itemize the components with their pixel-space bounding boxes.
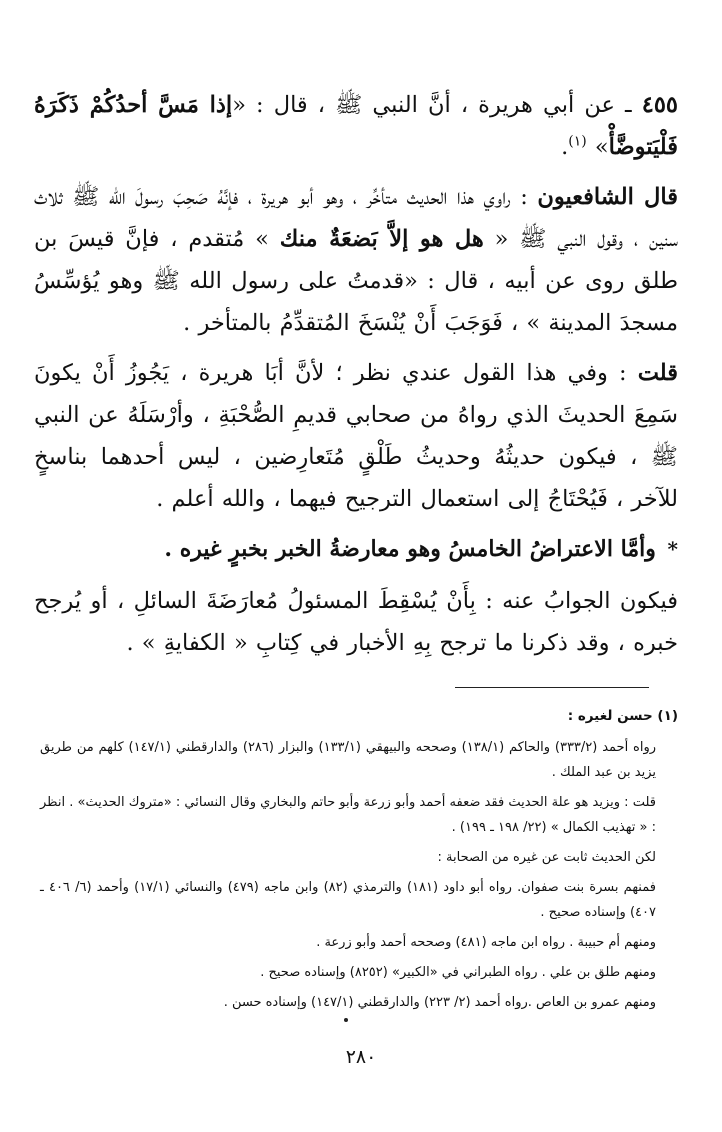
footnote-line: فمنهم بسرة بنت صفوان. رواه أبو داود (١٨١) والترمذي (٨٢) وابن ماجه (٤٧٩) والنسائي (١٧/١) وأحمد (٦/ ٤٠٦ ـ ٤٠٧) وإسناده صحيح . [40,880,656,920]
shafii-text-2: » مُتقدم ، فإنَّ قيسَ بن طلق روى عن أبيه ، قال : «قدمتُ على رسول الله ﷺ وهو يُؤسِّسُ مسجدَ المدينة » ، فَوَجَبَ أَنْ يُنْسَخَ المُتقدِّمُ بالمتأخر . [34,226,678,336]
footnote-line: قلت : ويزيد هو علة الحديث فقد ضعفه أحمد وأبو زرعة وأبو حاتم والبخاري وقال النسائي : «متروك الحديث» . انظر : « تهذيب الكمال » (٢٢/ ١٩٨ ـ ١٩٩) . [40,795,656,835]
section-heading [34,528,678,570]
hadith-close: » [594,134,609,160]
footnote-line: ومنهم عمرو بن العاص .رواه أحمد (٢/ ٢٢٣) والدارقطني (١٤٧/١) وإسناده حسن . [223,995,656,1010]
hadith-end: . [561,134,569,160]
star-icon: * [667,537,678,561]
shafii-quote: هل هو إلاَّ بَضعَةٌ منك [279,226,484,252]
hadith-number: ٤٥٥ [641,92,678,118]
answer-paragraph [34,580,678,664]
qultu-text: : وفي هذا القول عندي نظر ؛ لأنَّ أبَا هريرة ، يَجُوزُ أَنْ يكونَ سَمِعَ الحديثَ الذي رواهُ من صحابي قديمِ الصُّحْبَةِ ، وأرْسَلَهُ عن النبي ﷺ ، فيكون حديثُهُ وحديثُ طَلْقٍ مُتَعارِضين ، ليس أحدهما بناسخٍ للآخر ، فَيُحْتَاجُ إلى استعمال الترجيح فيهما ، والله أعلم . [34,360,678,512]
dot-mark [344,1018,348,1022]
footnote-line: لكن الحديث ثابت عن غيره من الصحابة : [437,850,656,865]
footnote-line: ومنهم طلق بن علي . رواه الطبراني في «الكبير» (٨٢٥٢) وإسناده صحيح . [260,965,656,980]
shafii-paragraph [34,176,678,344]
footnote-title: (١) حسن لغيره : [567,708,678,724]
page-number: ٢٨٠ [345,1046,377,1068]
footnote-divider [455,687,649,688]
qultu-paragraph [34,352,678,520]
section-title: وأمَّا الاعتراضُ الخامسُ وهو معارضةُ الخبر بخبرٍ غيره . [164,536,656,562]
hadith-intro: ـ عن أبي هريرة ، أنَّ النبي ﷺ ، قال : « [232,92,632,118]
footnote-reference[interactable]: (١) [568,133,587,150]
hadith-text: إذا مَسَّ أحدُكُمْ ذَكَرَهُ فَلْيَتوضَّأْ [34,92,678,160]
footnotes-section [40,700,678,1020]
shafii-text-1: : راوي هذا الحديث متأخِّر ، وهو أبو هريرة ، فإنَّهُ صَحِبَ رسولَ الله ﷺ ثلاث سنين ، وقول النبي ﷺ « [34,184,678,252]
answer-text: فيكون الجوابُ عنه : بِأَنْ يُسْقِطَ المسئولُ مُعارَضَةَ السائلِ ، أو يُرجح خبره ، وقد ذكرنا ما ترجح بِهِ الأخبار في كِتابِ « الكفايةِ » . [34,588,678,656]
qultu-label: قلت [637,360,678,386]
main-text [34,84,678,672]
footnote-line: ومنهم أم حبيبة . رواه ابن ماجه (٤٨١) وصححه أحمد وأبو زرعة . [316,935,656,950]
footnote-line: رواه أحمد (٣٣٣/٢) والحاكم (١٣٨/١) وصححه والبيهقي (١٣٣/١) والبزار (٢٨٦) والدارقطني (١٤٧/١) كلهم من طريق يزيد بن عبد الملك . [40,740,657,780]
shafii-label: قال الشافعيون [537,184,679,210]
hadith-paragraph [34,84,678,168]
